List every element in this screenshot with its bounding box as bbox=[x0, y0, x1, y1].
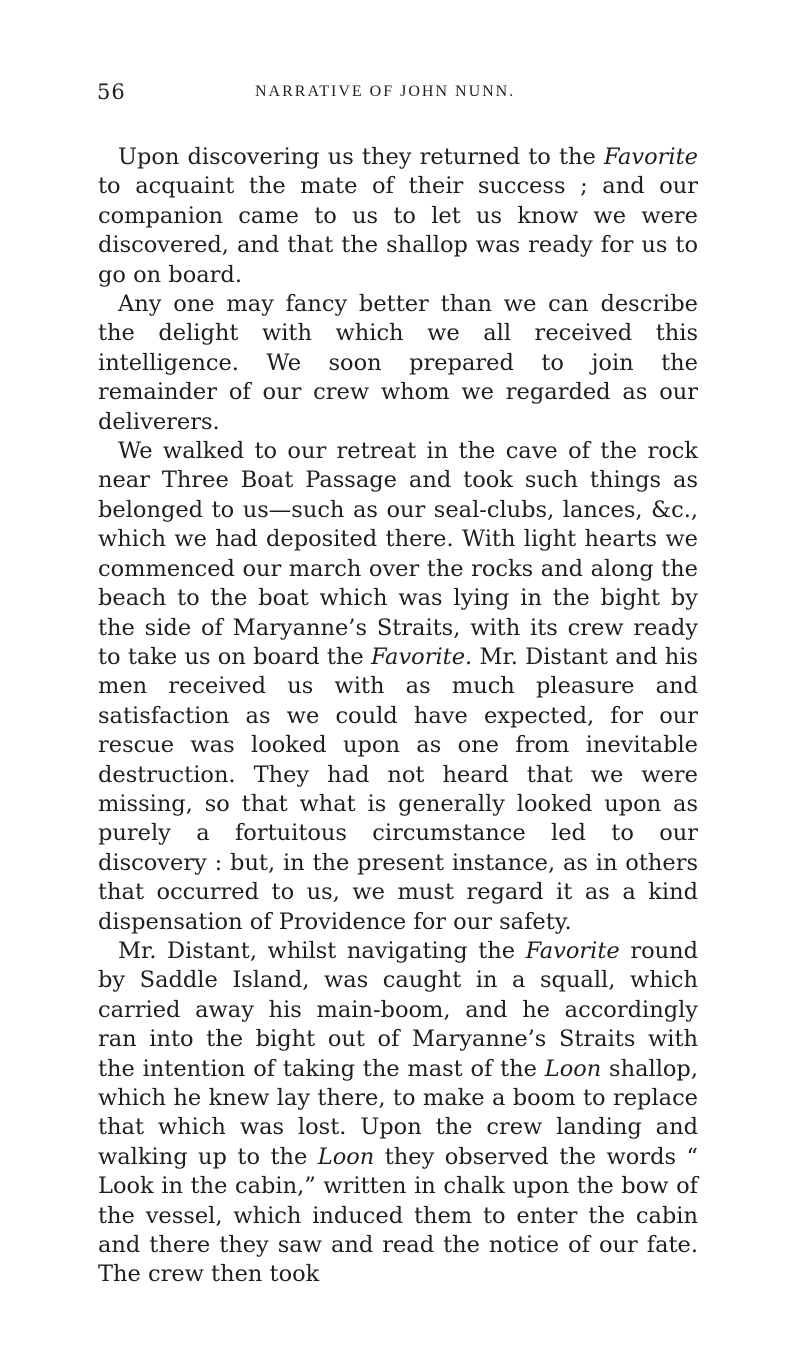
text-run: Mr. Distant, whilst navigating the bbox=[118, 937, 526, 964]
paragraph bbox=[98, 143, 698, 290]
ship-name-favorite: Favorite bbox=[603, 144, 698, 170]
text-run: to acquaint the mate of their success ; and our companion came to us to let us know we were discovered, and that the shallop was ready for us to go on board. bbox=[98, 173, 698, 288]
ship-name-favorite: Favorite. bbox=[370, 643, 473, 670]
ship-name-loon: Loon bbox=[317, 1143, 375, 1170]
page-number: 56 bbox=[97, 80, 126, 104]
text-run: We walked to our retreat in the cave of the rock near Three Boat Passage and took such things as belonged to us—such as our seal-clubs, lances, &c., which we had deposited there. With light hearts we commenced our march over the rocks and along the beach to the boat which was lying in the bight by the side of Maryanne’s Straits, with its crew ready to take us on board the bbox=[98, 438, 698, 670]
paragraph bbox=[98, 437, 698, 937]
text-run: Mr. Distant and his men received us with as much pleasure and satisfaction as we could have expected, for our rescue was looked upon as one from inevitable destruction. They had not heard that we were missing, so that what is generally looked upon as purely a fortuitous circumstance led to our discovery : but, in the present instance, as in others that occurred to us, we must regard it as a kind dispensation of Providence for our safety. bbox=[98, 643, 698, 935]
ship-name-favorite: Favorite bbox=[525, 937, 620, 964]
text-run: shallop, which he knew lay there, to make a boom to replace that which was lost. Upon the crew landing and walking up to the bbox=[98, 1055, 698, 1170]
text-run: Any one may fancy better than we can describe the delight with which we all received this intelligence. We soon prepared to join the remainder of our crew whom we regarded as our deliverers. bbox=[98, 291, 698, 435]
page-header bbox=[97, 80, 677, 114]
text-run: round by Saddle Island, was caught in a squall, which carried away his main-boom, and he accordingly ran into the bight out of Maryanne’s Straits with the intention of taking the mast of the bbox=[98, 937, 699, 1082]
body-text bbox=[98, 143, 698, 1290]
ship-name-loon: Loon bbox=[544, 1055, 602, 1082]
text-run: Upon discovering us they returned to the bbox=[118, 144, 604, 170]
text-run: they observed the words “ Look in the cabin,” written in chalk upon the bow of the vessel, which induced them to enter the cabin and there they saw and read the notice of our fate. The crew then took bbox=[98, 1143, 698, 1288]
paragraph bbox=[98, 290, 698, 437]
paragraph bbox=[98, 937, 698, 1290]
running-head: NARRATIVE OF JOHN NUNN. bbox=[255, 83, 516, 100]
